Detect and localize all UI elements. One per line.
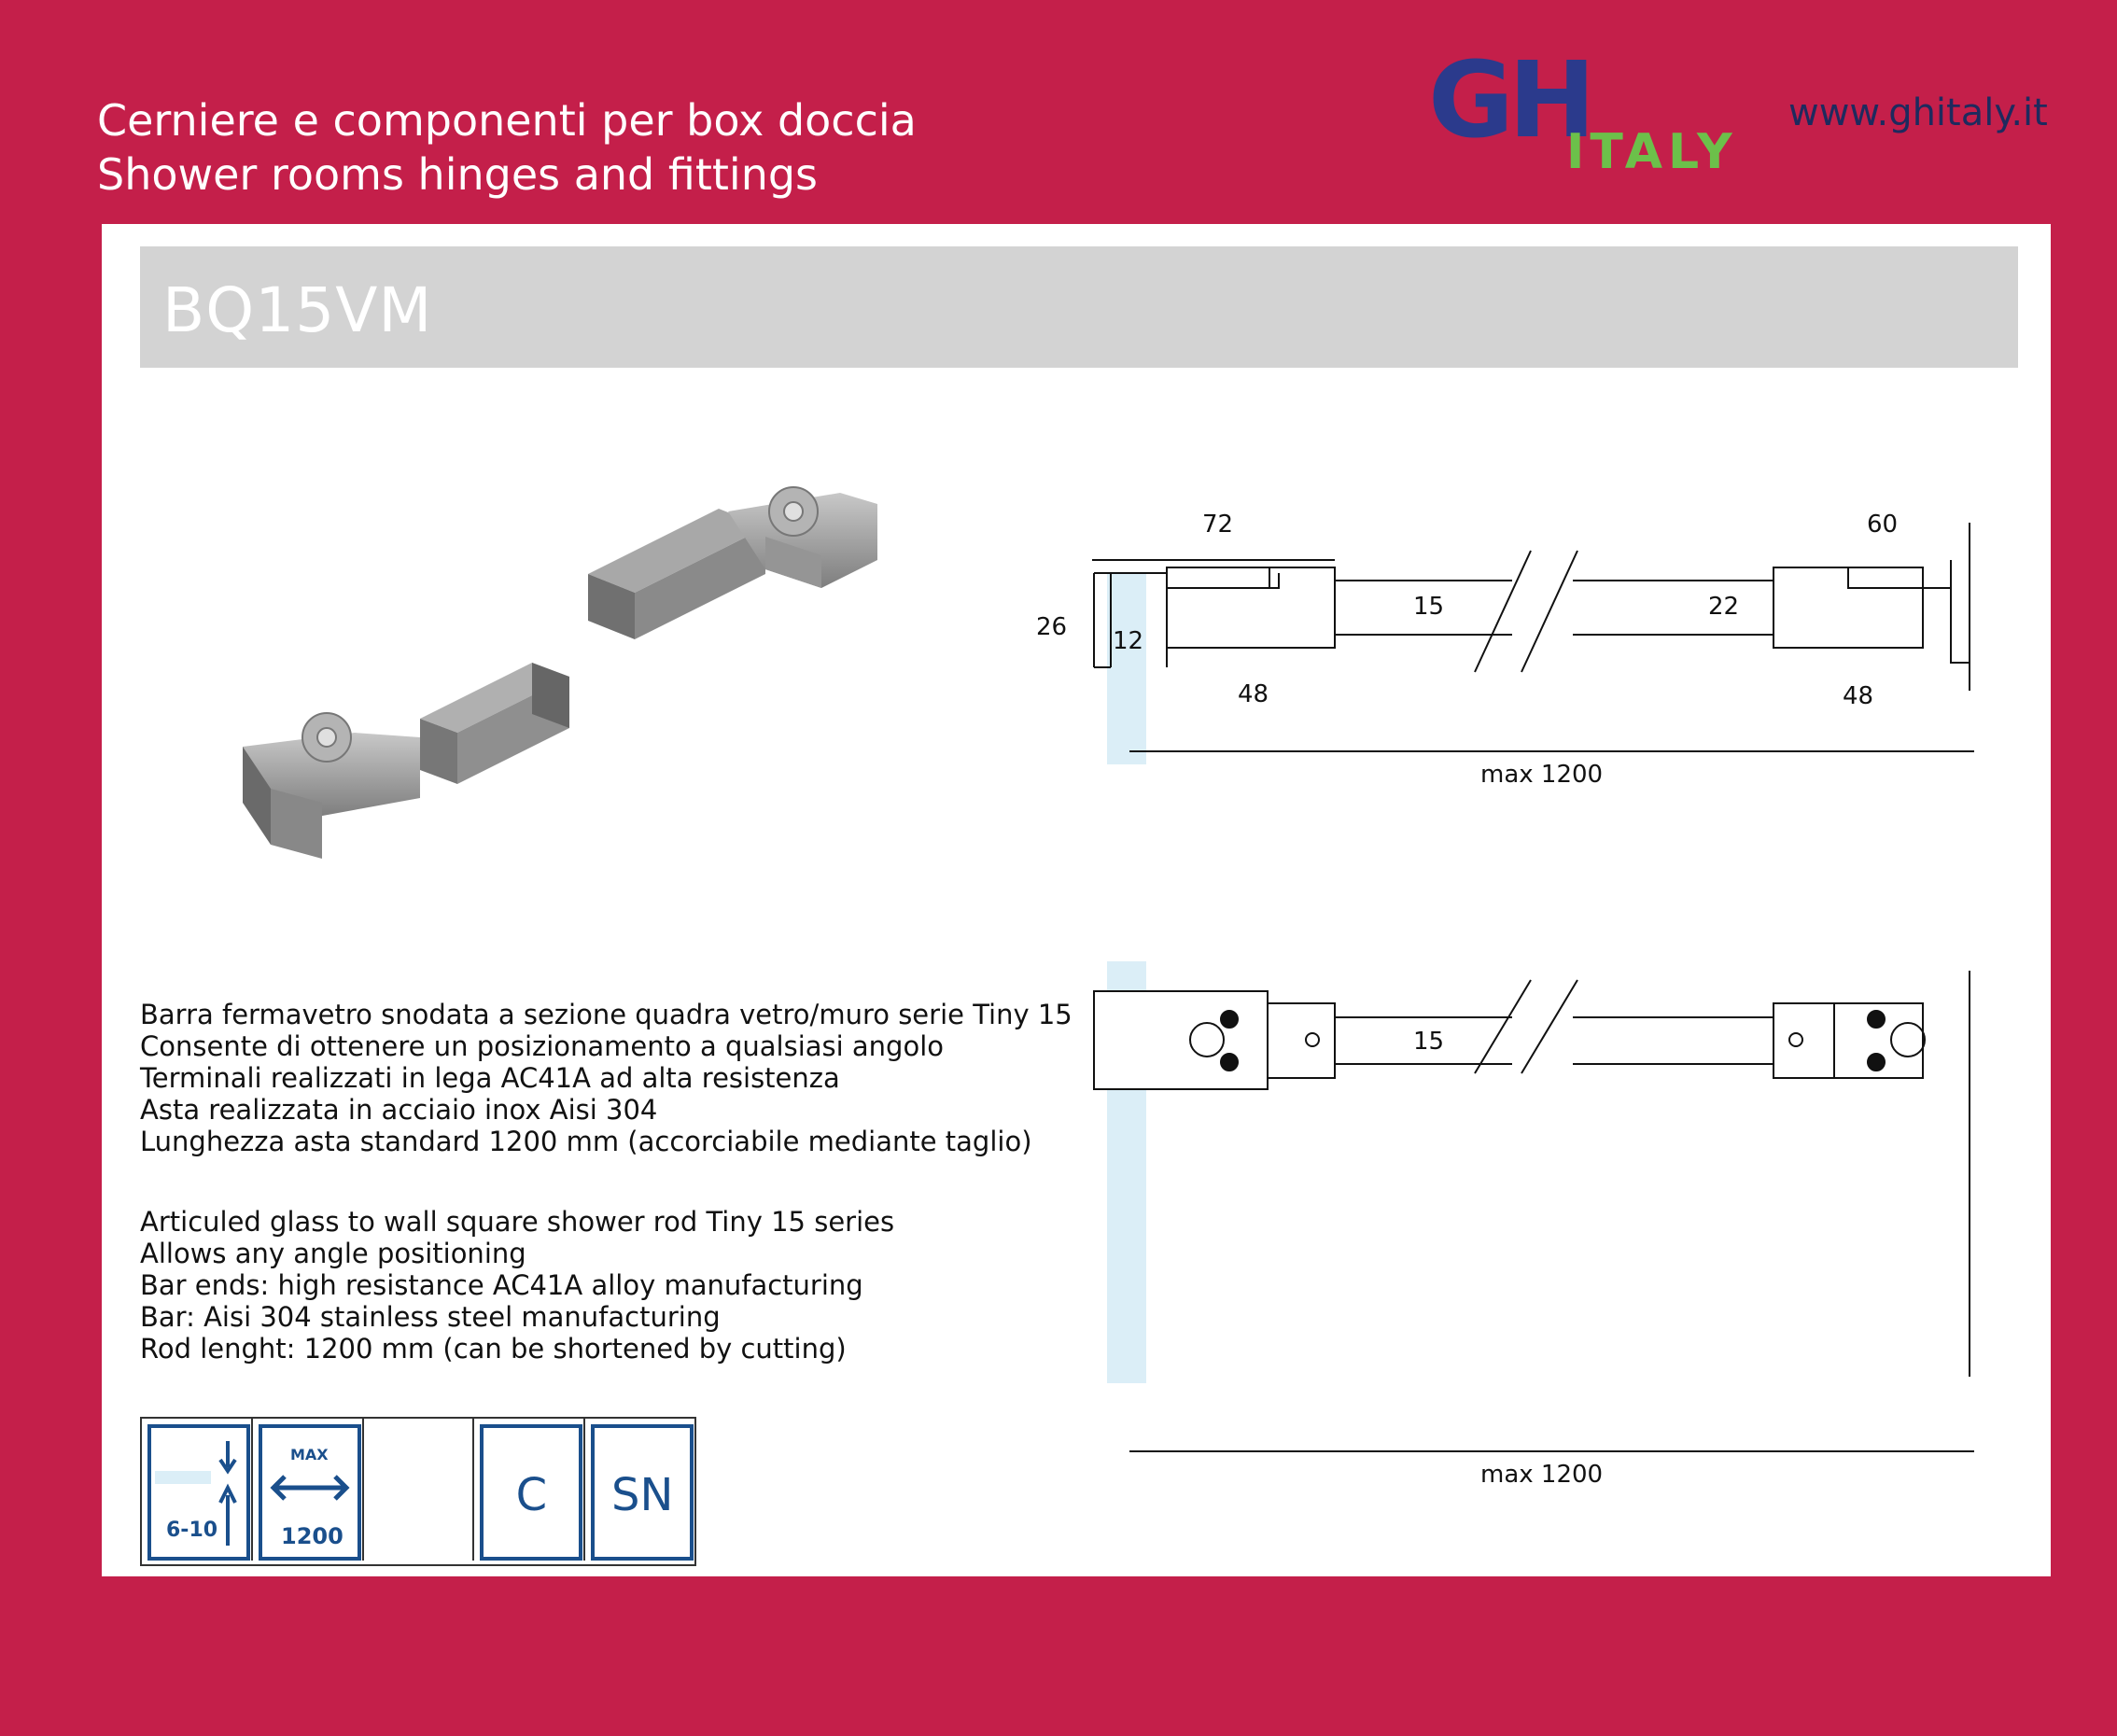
dim-15: 15 — [1413, 593, 1445, 621]
dim-15-top-view: 15 — [1413, 1028, 1445, 1056]
glass-thickness-cell — [142, 1419, 253, 1561]
max-label: MAX — [289, 1446, 329, 1463]
finish-sn-cell — [585, 1419, 694, 1561]
technical-drawing-side — [1027, 504, 2035, 821]
description-line: Articuled glass to wall square shower rod Tiny 15 series — [140, 1206, 895, 1238]
finish-sn-icon — [591, 1424, 694, 1561]
technical-drawing-top — [1027, 952, 2035, 1493]
finish-sn-label: SN — [611, 1469, 674, 1521]
finish-c-icon — [480, 1424, 582, 1561]
logo-sub-text: ITALY — [1566, 124, 1738, 172]
description-line: Terminali realizzati in lega AC41A ad alta resistenza — [140, 1062, 840, 1094]
header-title-it: Cerniere e componenti per box doccia — [97, 95, 917, 146]
dim-26: 26 — [1036, 613, 1068, 641]
description-line: Bar ends: high resistance AC41A alloy manufacturing — [140, 1269, 863, 1301]
description-italian — [140, 999, 1073, 1157]
product-code: BQ15VM — [162, 274, 433, 346]
glass-thickness-icon — [147, 1424, 250, 1561]
glass-thickness-label: 6-10 — [166, 1519, 218, 1542]
dim-12: 12 — [1113, 627, 1144, 655]
spec-icons-strip — [140, 1417, 696, 1566]
logo-main-text: GH — [1428, 50, 1591, 161]
dim-22: 22 — [1708, 593, 1740, 621]
max-length-icon — [259, 1424, 361, 1561]
max-length-label: 1200 — [280, 1523, 343, 1549]
description-line: Rod lenght: 1200 mm (can be shortened by cutting) — [140, 1333, 847, 1365]
header-title-en: Shower rooms hinges and fittings — [97, 149, 819, 200]
website-link[interactable]: www.ghitaly.it — [1788, 91, 2048, 134]
finish-c-cell — [474, 1419, 585, 1561]
empty-cell — [364, 1419, 475, 1561]
dim-72: 72 — [1202, 511, 1234, 539]
dim-max-top: max 1200 — [1480, 761, 1604, 789]
product-title-bar — [140, 246, 2018, 368]
description-line: Asta realizzata in acciaio inox Aisi 304 — [140, 1094, 658, 1126]
description-line: Bar: Aisi 304 stainless steel manufacturing — [140, 1301, 721, 1333]
dim-max-bottom: max 1200 — [1480, 1461, 1604, 1489]
dim-48-right: 48 — [1843, 682, 1874, 710]
product-photo — [205, 467, 896, 877]
finish-c-label: C — [515, 1469, 548, 1521]
dim-60: 60 — [1867, 511, 1899, 539]
description-line: Lunghezza asta standard 1200 mm (accorciabile mediante taglio) — [140, 1126, 1032, 1157]
max-length-cell — [253, 1419, 364, 1561]
description-line: Allows any angle positioning — [140, 1238, 526, 1269]
gh-italy-logo — [1426, 50, 1768, 172]
description-line: Consente di ottenere un posizionamento a qualsiasi angolo — [140, 1030, 945, 1062]
description-line: Barra fermavetro snodata a sezione quadra vetro/muro serie Tiny 15 — [140, 999, 1073, 1030]
description-english — [140, 1206, 894, 1365]
dim-48-left: 48 — [1238, 680, 1269, 708]
